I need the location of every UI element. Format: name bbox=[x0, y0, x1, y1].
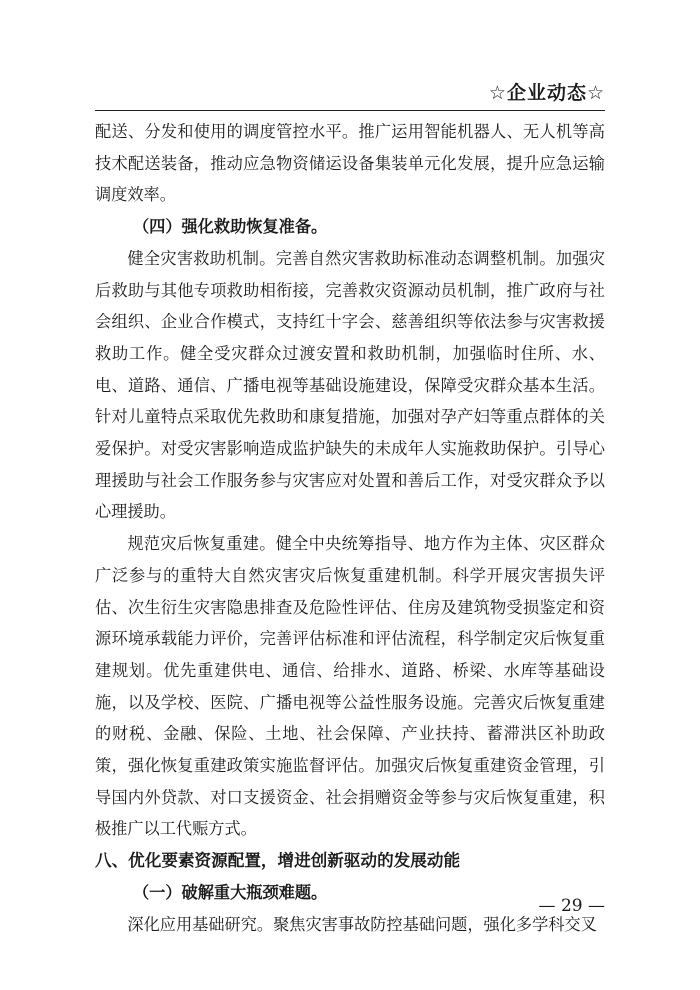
page-header bbox=[95, 78, 605, 111]
subheading-bottlenecks: （一）破解重大瓶颈难题。 bbox=[133, 882, 328, 902]
header-title: ☆企业动态☆ bbox=[488, 82, 605, 104]
section-heading-eight: 八、优化要素资源配置，增进创新驱动的发展动能 bbox=[95, 851, 461, 871]
page-body bbox=[95, 116, 605, 940]
paragraph-disaster-relief: 健全灾害救助机制。完善自然灾害救助标准动态调整机制。加强灾后救助与其他专项救助相衔接，完善救灾资源动员机制，推广政府与社会组织、企业合作模式，支持红十字会、慈善组织等依法参与灾害救援救助工作。健全受灾群众过渡安置和救助机制，加强临时住所、水、电、道路、通信、广播电视等基础设施建设，保障受灾群众基本生活。针对儿童特点采取优先救助和康复措施，加强对孕产妇等重点群体的关爱保护。对受灾害影响造成监护缺失的未成年人实施救助保护。引导心理援助与社会工作服务参与灾害应对处置和善后工作，对受灾群众予以心理援助。 bbox=[95, 248, 605, 522]
subheading-rescue-recovery: （四）强化救助恢复准备。 bbox=[133, 217, 328, 237]
page-number: — 29 — bbox=[538, 896, 605, 916]
paragraph-reconstruction: 规范灾后恢复重建。健全中央统筹指导、地方作为主体、灾区群众广泛参与的重特大自然灾害灾后恢复重建机制。科学开展灾害损失评估、次生衍生灾害隐患排查及危险性评估、住房及建筑物受损鉴定和资源环境承载能力评价，完善评估标准和评估流程，科学制定灾后恢复重建规划。优先重建供电、通信、给排水、道路、桥梁、水库等基础设施，以及学校、医院、广播电视等公益性服务设施。完善灾后恢复重建的财税、金融、保险、土地、社会保障、产业扶持、蓄滞洪区补助政策，强化恢复重建政策实施监督评估。加强灾后恢复重建资金管理，引导国内外贷款、对口支援资金、社会捐赠资金等参与灾后恢复重建，积极推广以工代赈方式。 bbox=[95, 534, 605, 839]
paragraph-continuation: 配送、分发和使用的调度管控水平。推广运用智能机器人、无人机等高技术配送装备，推动应急物资储运设备集装单元化发展，提升应急运输调度效率。 bbox=[95, 122, 605, 205]
paragraph-basic-research: 深化应用基础研究。聚焦灾害事故防控基础问题，强化多学科交叉 bbox=[127, 914, 597, 934]
